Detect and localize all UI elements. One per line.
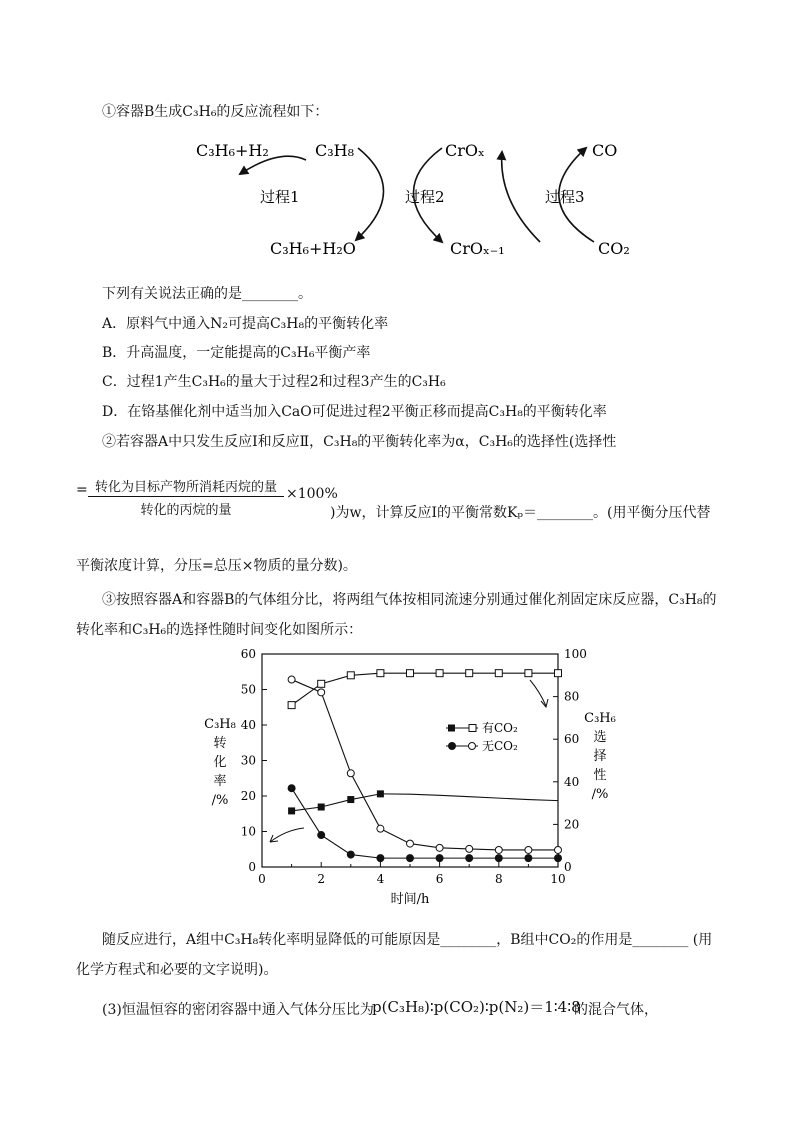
frac-after: )为w，计算反应Ⅰ的平衡常数Kₚ＝________。(用平衡分压代替 [330, 505, 711, 521]
y-left-tick-label: 10 [240, 824, 256, 839]
legend-marker-filled-circle [448, 742, 456, 750]
para-3b: 转化率和C₃H₆的选择性随时间变化如图所示： [76, 622, 363, 638]
flow-c3h8: C₃H₈ [315, 141, 355, 160]
data-point-open-circle [318, 689, 325, 696]
data-point-open-square [495, 670, 502, 677]
y-left-tick-label: 50 [240, 682, 256, 697]
data-point-open-square [318, 680, 325, 687]
y-right-axis-label: 选 [593, 730, 607, 745]
y-left-axis-label: C₃H₈ [204, 717, 236, 732]
flow-arrow-3-left [502, 152, 540, 242]
y-left-axis-label: 化 [213, 755, 227, 770]
data-point-open-circle [466, 845, 473, 852]
data-point-open-square [525, 670, 532, 677]
para-4b: 化学方程式和必要的文字说明)。 [76, 962, 278, 978]
flow-co: CO [592, 141, 618, 160]
option-d: D．在铬基催化剂中适当加入CaO可促进过程2平衡正移而提高C₃H₈的平衡转化率 [102, 404, 607, 420]
frac-times: ×100% [286, 486, 338, 502]
frac-numerator: 转化为目标产物所消耗丙烷的量 [94, 480, 277, 495]
series-line-1 [292, 673, 558, 705]
y-right-axis-label: 择 [593, 749, 607, 764]
para-2b: 平衡浓度计算，分压=总压×物质的量分数)。 [76, 558, 357, 574]
right-axis-pointer-arrow [530, 680, 546, 706]
data-point-filled-circle [347, 851, 355, 859]
data-point-open-circle [288, 676, 295, 683]
data-point-open-circle [347, 770, 354, 777]
x-tick-label: 10 [550, 872, 566, 886]
x-tick-label: 0 [258, 872, 266, 886]
y-left-tick-label: 30 [240, 753, 256, 768]
y-right-axis-label: C₃H₆ [584, 711, 616, 726]
legend-label-with-co2: 有CO₂ [482, 721, 518, 735]
y-left-tick-label: 20 [240, 789, 256, 803]
frac-bar [88, 496, 284, 497]
option-a: A．原料气中通入N₂可提高C₃H₈的平衡转化率 [102, 316, 389, 332]
data-point-filled-square [288, 807, 295, 814]
data-point-filled-circle [465, 854, 473, 862]
series-line-3 [292, 680, 558, 850]
data-point-filled-circle [317, 831, 325, 839]
question-intro: 下列有关说法正确的是________。 [102, 286, 312, 302]
reaction-flow-diagram [180, 130, 640, 270]
option-c: C．过程1产生C₃H₆的量大于过程2和过程3产生的C₃H₆ [102, 374, 446, 390]
data-point-open-square [377, 670, 384, 677]
flow-co2: CO₂ [598, 239, 630, 258]
flow-step2-label: 过程2 [405, 188, 445, 206]
y-right-tick-label: 0 [564, 860, 572, 874]
data-point-open-square [407, 670, 414, 677]
data-point-filled-circle [554, 854, 562, 862]
para-4: 随反应进行，A组中C₃H₈转化率明显降低的可能原因是________，B组中CO₂的作用是________ (用 [102, 932, 713, 948]
y-left-axis-label: /% [211, 793, 229, 808]
flow-step3-label: 过程3 [545, 188, 585, 206]
flow-arrow-2-left [356, 148, 384, 240]
para-5a: (3)恒温恒容的密闭容器中通入气体分压比为 [102, 1002, 374, 1018]
data-point-open-circle [525, 846, 532, 853]
left-axis-pointer-arrow [270, 828, 304, 842]
conversion-selectivity-chart [200, 640, 620, 910]
data-point-filled-circle [495, 854, 503, 862]
data-point-open-circle [377, 825, 384, 832]
flow-crox1: CrOₓ₋₁ [450, 239, 505, 258]
x-axis-label: 时间/h [390, 892, 430, 907]
data-point-open-circle [495, 846, 502, 853]
y-left-tick-label: 0 [248, 860, 256, 874]
legend-marker-open-square [469, 725, 476, 732]
y-right-tick-label: 80 [564, 689, 580, 704]
y-left-axis-label: 转 [213, 736, 227, 751]
pressure-ratio: p(C₃H₈)∶p(CO₂)∶p(N₂)＝1∶4∶8 [372, 998, 581, 1016]
data-point-filled-circle [524, 854, 532, 862]
y-right-tick-label: 100 [564, 647, 587, 661]
series-line-0 [292, 794, 558, 811]
y-left-tick-label: 40 [240, 718, 256, 732]
flow-c3h6-h2o: C₃H₆+H₂O [270, 239, 356, 258]
frac-equals: = [76, 482, 88, 498]
frac-denominator: 转化的丙烷的量 [140, 503, 232, 518]
data-point-filled-circle [406, 854, 414, 862]
y-right-axis-label: 性 [593, 768, 607, 783]
data-point-open-square [347, 672, 354, 679]
data-point-open-square [555, 670, 562, 677]
x-tick-label: 8 [494, 872, 503, 886]
data-point-open-circle [555, 846, 562, 853]
data-point-open-square [288, 702, 295, 709]
para-3: ③按照容器A和容器B的气体组分比，将两组气体按相同流速分别通过催化剂固定床反应器，C₃H₈的 [102, 592, 717, 608]
data-point-filled-square [347, 796, 354, 803]
data-point-filled-square [377, 790, 384, 797]
flow-intro: ①容器B生成C₃H₆的反应流程如下： [102, 104, 329, 120]
x-tick-label: 2 [317, 872, 326, 886]
legend-marker-open-circle [469, 743, 476, 750]
legend-label-without-co2: 无CO₂ [482, 739, 518, 753]
x-tick-label: 4 [376, 872, 385, 886]
y-right-axis-label: /% [591, 787, 609, 802]
y-left-axis-label: 率 [213, 774, 227, 789]
flow-crox: CrOₓ [445, 141, 485, 160]
data-point-open-circle [407, 840, 414, 847]
option-b: B．升高温度，一定能提高的C₃H₆平衡产率 [102, 345, 371, 361]
y-right-tick-label: 20 [564, 817, 580, 832]
y-right-tick-label: 60 [564, 732, 580, 747]
legend-marker-filled-square [448, 725, 455, 732]
x-tick-label: 6 [435, 872, 444, 886]
y-left-tick-label: 60 [240, 647, 256, 661]
data-point-open-square [466, 670, 473, 677]
y-right-tick-label: 40 [564, 774, 580, 789]
flow-c3h6-h2: C₃H₆+H₂ [196, 141, 269, 160]
data-point-open-circle [436, 844, 443, 851]
para-2: ②若容器A中只发生反应Ⅰ和反应Ⅱ，C₃H₈的平衡转化率为α，C₃H₆的选择性(选择性 [102, 434, 617, 450]
para-5b: 的混合气体， [574, 1002, 658, 1018]
flow-step1-label: 过程1 [260, 188, 300, 206]
data-point-filled-circle [436, 854, 444, 862]
data-point-open-square [436, 670, 443, 677]
data-point-filled-circle [376, 854, 384, 862]
data-point-filled-square [318, 804, 325, 811]
data-point-filled-circle [288, 784, 296, 792]
